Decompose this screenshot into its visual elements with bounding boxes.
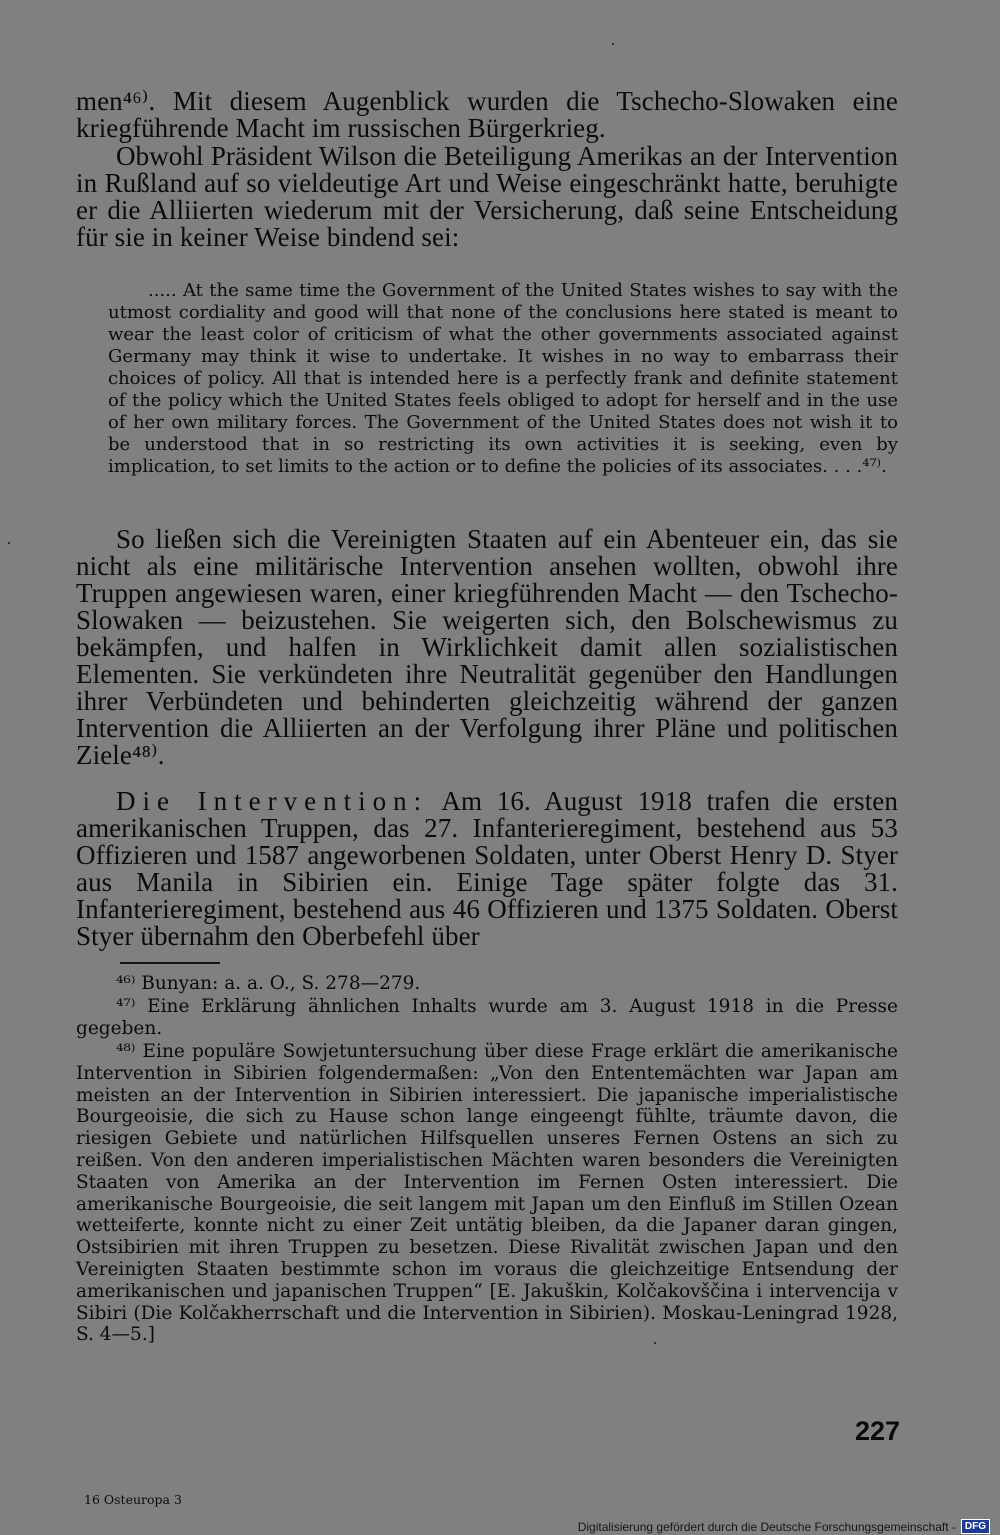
dfg-logo: DFG (961, 1519, 990, 1534)
footnote-separator (120, 962, 220, 964)
paragraph-men-46: men⁴⁶⁾. Mit diesem Augenblick wurden die Tschecho-Slowaken eine kriegführende Macht im russischen Bürgerkrieg. (76, 86, 898, 143)
intervention-paragraph (76, 788, 898, 952)
intervention-text: Am 16. August 1918 trafen die ersten amerikanischen Truppen, das 27. Infanterieregiment, bestehend aus 53 Offizieren und 1587 angeworbenen Soldaten, unter Oberst Henry D. Styer aus Manila in Sibirien ein. Einige Tage später folgte das 31. Infanterieregiment, bestehend aus 46 Offizieren und 1375 Soldaten. Oberst Styer übernahm den Oberbefehl über (76, 786, 898, 951)
quoted-statement-text: ..... At the same time the Government of the United States wishes to say with the utmost cordiality and good will that none of the conclusions here stated is meant to wear the least color of criticism of what the other governments associated against Germany may think it wise to undertake. It wishes in no way to embarrass their choices of policy. All that is intended here is a perfectly frank and definite statement of the policy which the United States feels obliged to adopt for herself and in the use of her own military forces. The Government of the United States does not wish it to be understood that in so restricting its own activities it is seeking, even by implication, to set limits to the action or to define the policies of its associates. . . .⁴⁷⁾. (108, 280, 898, 477)
footnote-48 (76, 1041, 898, 1391)
scan-speck (654, 1342, 656, 1344)
footnote-47 (76, 996, 898, 1041)
neutrality-paragraph (76, 526, 898, 774)
printer-signature: 16 Osteuropa 3 (84, 1492, 182, 1507)
intervention-heading: Die Intervention: (116, 786, 429, 816)
footnote-46-text: ⁴⁶⁾ Bunyan: a. a. O., S. 278—279. (116, 973, 421, 994)
paragraph-wilson: Obwohl Präsident Wilson die Beteiligung Amerikas an der Intervention in Rußland auf so vieldeutige Art und Weise eingeschränkt hatte, beruhigte er die Alliierten wiederum mit der Versicherung, daß seine Entscheidung für sie in keiner Weise bindend sei: (76, 141, 898, 252)
paragraph-intervention (76, 788, 898, 950)
wilson-paragraph (76, 143, 898, 278)
quoted-statement (108, 280, 898, 522)
scan-speck (612, 43, 614, 45)
page-number: 227 (854, 1416, 900, 1446)
opening-paragraph (76, 88, 898, 144)
scan-speck (8, 542, 10, 544)
footnote-48-text: ⁴⁸⁾ Eine populäre Sowjetuntersuchung über diese Frage erklärt die amerikanische Intervention in Sibirien folgendermaßen: „Von den Ententemächten war Japan am meisten an der Intervention in Sibirien interessiert. Die japanische imperialistische Bourgeoisie, die sich zu Hause schon lange eingeengt fühlte, träumte davon, die riesigen Gebiete und natürlichen Hilfsquellen unseres Fernen Ostens an sich zu reißen. Von den anderen imperialistischen Mächten waren besonders die Vereinigten Staaten von Amerika an der Intervention im Fernen Osten interessiert. Die amerikanische Bourgeoisie, die seit langem mit Japan um den Einfluß im Stillen Ozean wetteiferte, konnte nicht zu einer Zeit untätig bleiben, da die Japaner daran gingen, Ostsibirien mit ihren Truppen zu besetzen. Diese Rivalität zwischen Japan und den Vereinigten Staaten bestimmte schon im voraus die gleichzeitige Entsendung der amerikanischen und japanischen Truppen“ [E. Jakuškin, Kolčakovščina i intervencija v Sibiri (Die Kolčakherrschaft und die Intervention in Sibirien). Moskau-Leningrad 1928, S. 4—5.] (76, 1041, 898, 1346)
footnote-47-text: ⁴⁷⁾ Eine Erklärung ähnlichen Inhalts wurde am 3. August 1918 in die Presse gegeben. (76, 996, 898, 1039)
footnote-46 (76, 973, 898, 996)
digitization-text: Digitalisierung gefördert durch die Deutsche Forschungsgemeinschaft - (577, 1519, 956, 1534)
digitization-funding-note (530, 1518, 990, 1535)
paragraph-neutrality: So ließen sich die Vereinigten Staaten auf ein Abenteuer ein, das sie nicht als eine militärische Intervention ansehen wollten, obwohl ihre Truppen angewiesen waren, einer kriegführenden Macht — den Tschecho-Slowaken — beizustehen. Sie weigerten sich, den Bolschewismus zu bekämpfen, und halfen in Wirklichkeit damit allen sozialistischen Elementen. Sie verkündeten ihre Neutralität gegenüber den Handlungen ihrer Verbündeten und behinderten gleichzeitig während der ganzen Intervention die Alliierten an der Verfolgung ihrer Pläne und politischen Ziele⁴⁸⁾. (76, 524, 898, 770)
